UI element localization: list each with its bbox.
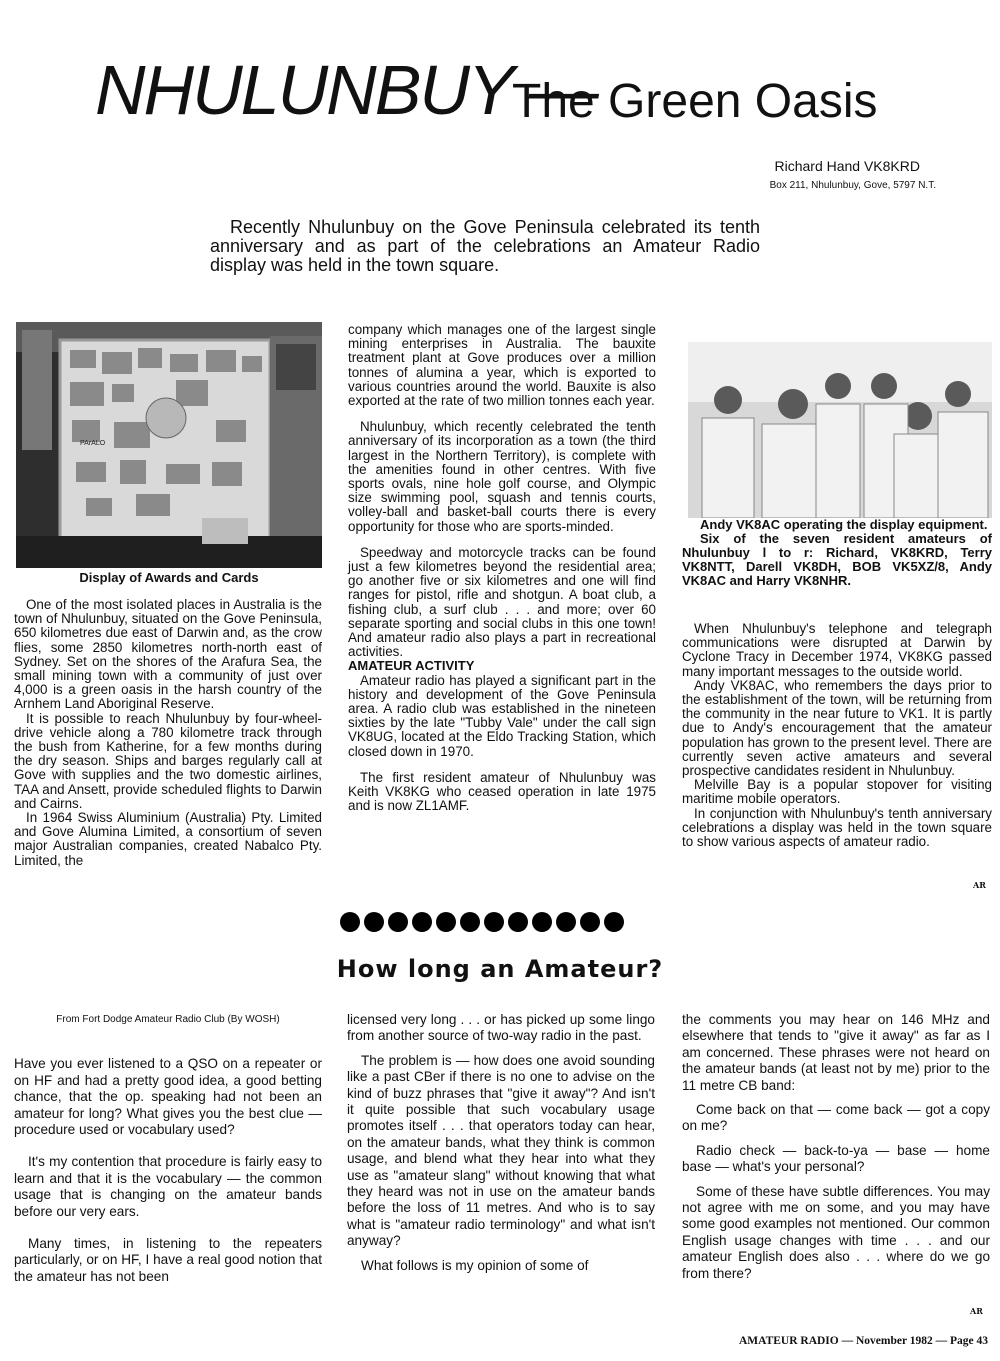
section-heading: AMATEUR ACTIVITY — [348, 658, 475, 674]
divider-dot — [460, 912, 480, 932]
article1-column-3 — [682, 622, 992, 849]
paragraph: Melville Bay is a popular stopover for visiting maritime mobile operators. — [682, 777, 992, 807]
paragraph: What follows is my opinion of some of — [361, 1257, 589, 1273]
paragraph: Come back on that — come back — got a copy on me? — [682, 1102, 990, 1134]
paragraph: The problem is — how does one avoid sounding like a past CBer if there is no one to advise on the kind of buzz phrases that "give it away"? And isn't it quite possible that such vocabulary usage promotes itself . . . that operators today can hear, on the amateur bands, what they think is common usage, and blend what they hear into what they use as "amateur slang" without knowing that what they heard was not in use on the amateur bands before the loss of 11 metres. And who is to say what is "amateur radio terminology" and what isn't anyway? — [347, 1052, 655, 1249]
paragraph: the comments you may hear on 146 MHz and elsewhere that tends to "give it away" as far as I am concerned. These phrases were not heard on the amateur bands (at least not by me) prior to the 11 metre CB band: — [682, 1012, 990, 1093]
paragraph: Many times, in listening to the repeaters particularly, or on HF, I have a real good notion that the amateur has not been — [14, 1236, 322, 1284]
paragraph: licensed very long . . . or has picked up some lingo from another source of two-way radio in the past. — [347, 1012, 655, 1044]
divider-dot — [340, 912, 360, 932]
paragraph: company which manages one of the largest single mining enterprises in Australia. The bauxite treatment plant at Gove produces over a million tonnes of alumina a year, which is exported to various countries around the world. Bauxite is also exported at the rate of two million tonnes each year. — [348, 322, 656, 409]
divider-dot — [508, 912, 528, 932]
article-title-main: NHULUNBUY — — [95, 51, 597, 129]
photo2-caption — [682, 518, 992, 588]
ar-end-mark: AR — [973, 880, 986, 890]
paragraph: In conjunction with Nhulunbuy's tenth anniversary celebrations a display was held in the town square to show various aspects of amateur radio. — [682, 805, 992, 850]
divider-dot — [364, 912, 384, 932]
source-line: From Fort Dodge Amateur Radio Club (By WOSH) — [56, 1014, 280, 1025]
paragraph: Some of these have subtle differences. You may not agree with me on some, and you may have some good examples not mentioned. Our common English usage changes with time . . . and our amateur English does also . . . where do we go from there? — [682, 1183, 990, 1281]
paragraph: One of the most isolated places in Australia is the town of Nhulunbuy, situated on the Gove Peninsula, 650 kilometres due east of Darwin and, as the crow flies, some 2850 kilometres north-north east of Sydney. Set on the shores of the Arafura Sea, the small mining town with a community of just over 4,000 is a green oasis in the harsh country of the Arnhem Land Aboriginal Reserve. — [14, 597, 322, 712]
divider-dot — [484, 912, 504, 932]
paragraph: Amateur radio has played a significant part in the history and development of the Gove Peninsula area. A radio club was established in the nineteen sixties by the late "Tubby Vale" under the call sign VK8UG, located at the Eldo Tracking Station, which closed down in 1970. — [348, 672, 656, 759]
paragraph: It's my contention that procedure is fairly easy to learn and that it is the vocabulary — the common usage that is changing on the amateur bands before our very ears. — [14, 1154, 322, 1219]
paragraph: It is possible to reach Nhulunbuy by four-wheel-drive vehicle along a 780 kilometre track through the bush from Katherine, for a few months during the dry season. Ships and barges regularly call at Gove with supplies and the two domestic airlines, TAA and Ansett, provide scheduled flights to Darwin and Cairns. — [14, 710, 322, 811]
photo-sign-label: PArALO — [80, 440, 106, 447]
photo-resident-amateurs — [688, 342, 992, 518]
paragraph: Have you ever listened to a QSO on a repeater or on HF and had a pretty good idea, a good betting chance, that the op. speaking had not been an amateur for long? What gives you the best clue — procedure used or vocabulary used? — [14, 1056, 322, 1138]
photo2-caption-1: Andy VK8AC operating the display equipment. — [700, 517, 988, 532]
photo-awards-display-image — [16, 322, 322, 568]
paragraph: When Nhulunbuy's telephone and telegraph communications were disrupted at Darwin by Cyclone Tracy in December 1974, VK8KG passed many important messages to the outside world. — [682, 621, 992, 679]
article2-column-3 — [682, 1012, 990, 1282]
article2-title: How long an Amateur? — [336, 955, 664, 983]
article-intro: Recently Nhulunbuy on the Gove Peninsula celebrated its tenth anniversary and as part of the celebrations an Amateur Radio display was held in the town square. — [210, 217, 760, 275]
divider-dot — [580, 912, 600, 932]
paragraph: Radio check — back-to-ya — base — home base — what's your personal? — [682, 1142, 990, 1175]
author-address: Box 211, Nhulunbuy, Gove, 5797 N.T. — [769, 180, 936, 191]
divider-dot — [532, 912, 552, 932]
divider-dot — [604, 912, 624, 932]
ar-end-mark: AR — [970, 1306, 983, 1316]
dot-divider — [340, 912, 624, 932]
divider-dot — [436, 912, 456, 932]
paragraph: Speedway and motorcycle tracks can be found just a few kilometres beyond the residential area; go another five or six kilometres and one will find ranges for pistol, rifle and shotgun. A boat club, a fishing club, a surf club . . . and more; over 60 separate sporting and social clubs in this one town! And amateur radio also plays a part in recreational activities. — [348, 544, 656, 660]
article2-column-1 — [14, 1012, 322, 1285]
divider-dot — [412, 912, 432, 932]
paragraph: Nhulunbuy, which recently celebrated the tenth anniversary of its incorporation as a town (the third largest in the Northern Territory), is complete with the amenities found in other centres. With five sports ovals, nine hole golf course, and Olympic size swimming pool, squash and tennis courts, volley-ball and basket-ball courts there is every opportunity for those who are sports-minded. — [348, 419, 656, 534]
divider-dot — [556, 912, 576, 932]
article2-column-2 — [347, 1012, 655, 1274]
author-byline: Richard Hand VK8KRD — [774, 158, 920, 174]
paragraph: In 1964 Swiss Aluminium (Australia) Pty. Limited and Gove Alumina Limited, a consortium of seven major Australian companies, created Nabalco Pty. Limited, the — [14, 810, 322, 868]
photo-resident-amateurs-image — [688, 342, 992, 518]
page-footer: AMATEUR RADIO — November 1982 — Page 43 — [738, 1335, 988, 1347]
article-title-sub: The Green Oasis — [512, 75, 878, 128]
paragraph: Andy VK8AC, who remembers the days prior to the establishment of the town, will be returning from the community in the near future to VK1. It is partly due to Andy's encouragement that the amateur population has grown to the present level. There are currently seven active amateurs and several prospective candidates resident in Nhulunbuy. — [682, 677, 992, 779]
photo-awards-display — [16, 322, 322, 568]
photo2-caption-2: Six of the seven resident amateurs of Nhulunbuy l to r: Richard, VK8KRD, Terry VK8NTT, Darell VK8DH, BOB VK5XZ/8, Andy VK8AC and Harry VK8NHR. — [682, 531, 992, 588]
paragraph: The first resident amateur of Nhulunbuy was Keith VK8KG who ceased operation in late 1975 and is now ZL1AMF. — [348, 769, 656, 814]
article1-column-1 — [14, 598, 322, 868]
article1-column-2 — [348, 323, 656, 814]
photo1-caption: Display of Awards and Cards — [79, 570, 259, 585]
divider-dot — [388, 912, 408, 932]
